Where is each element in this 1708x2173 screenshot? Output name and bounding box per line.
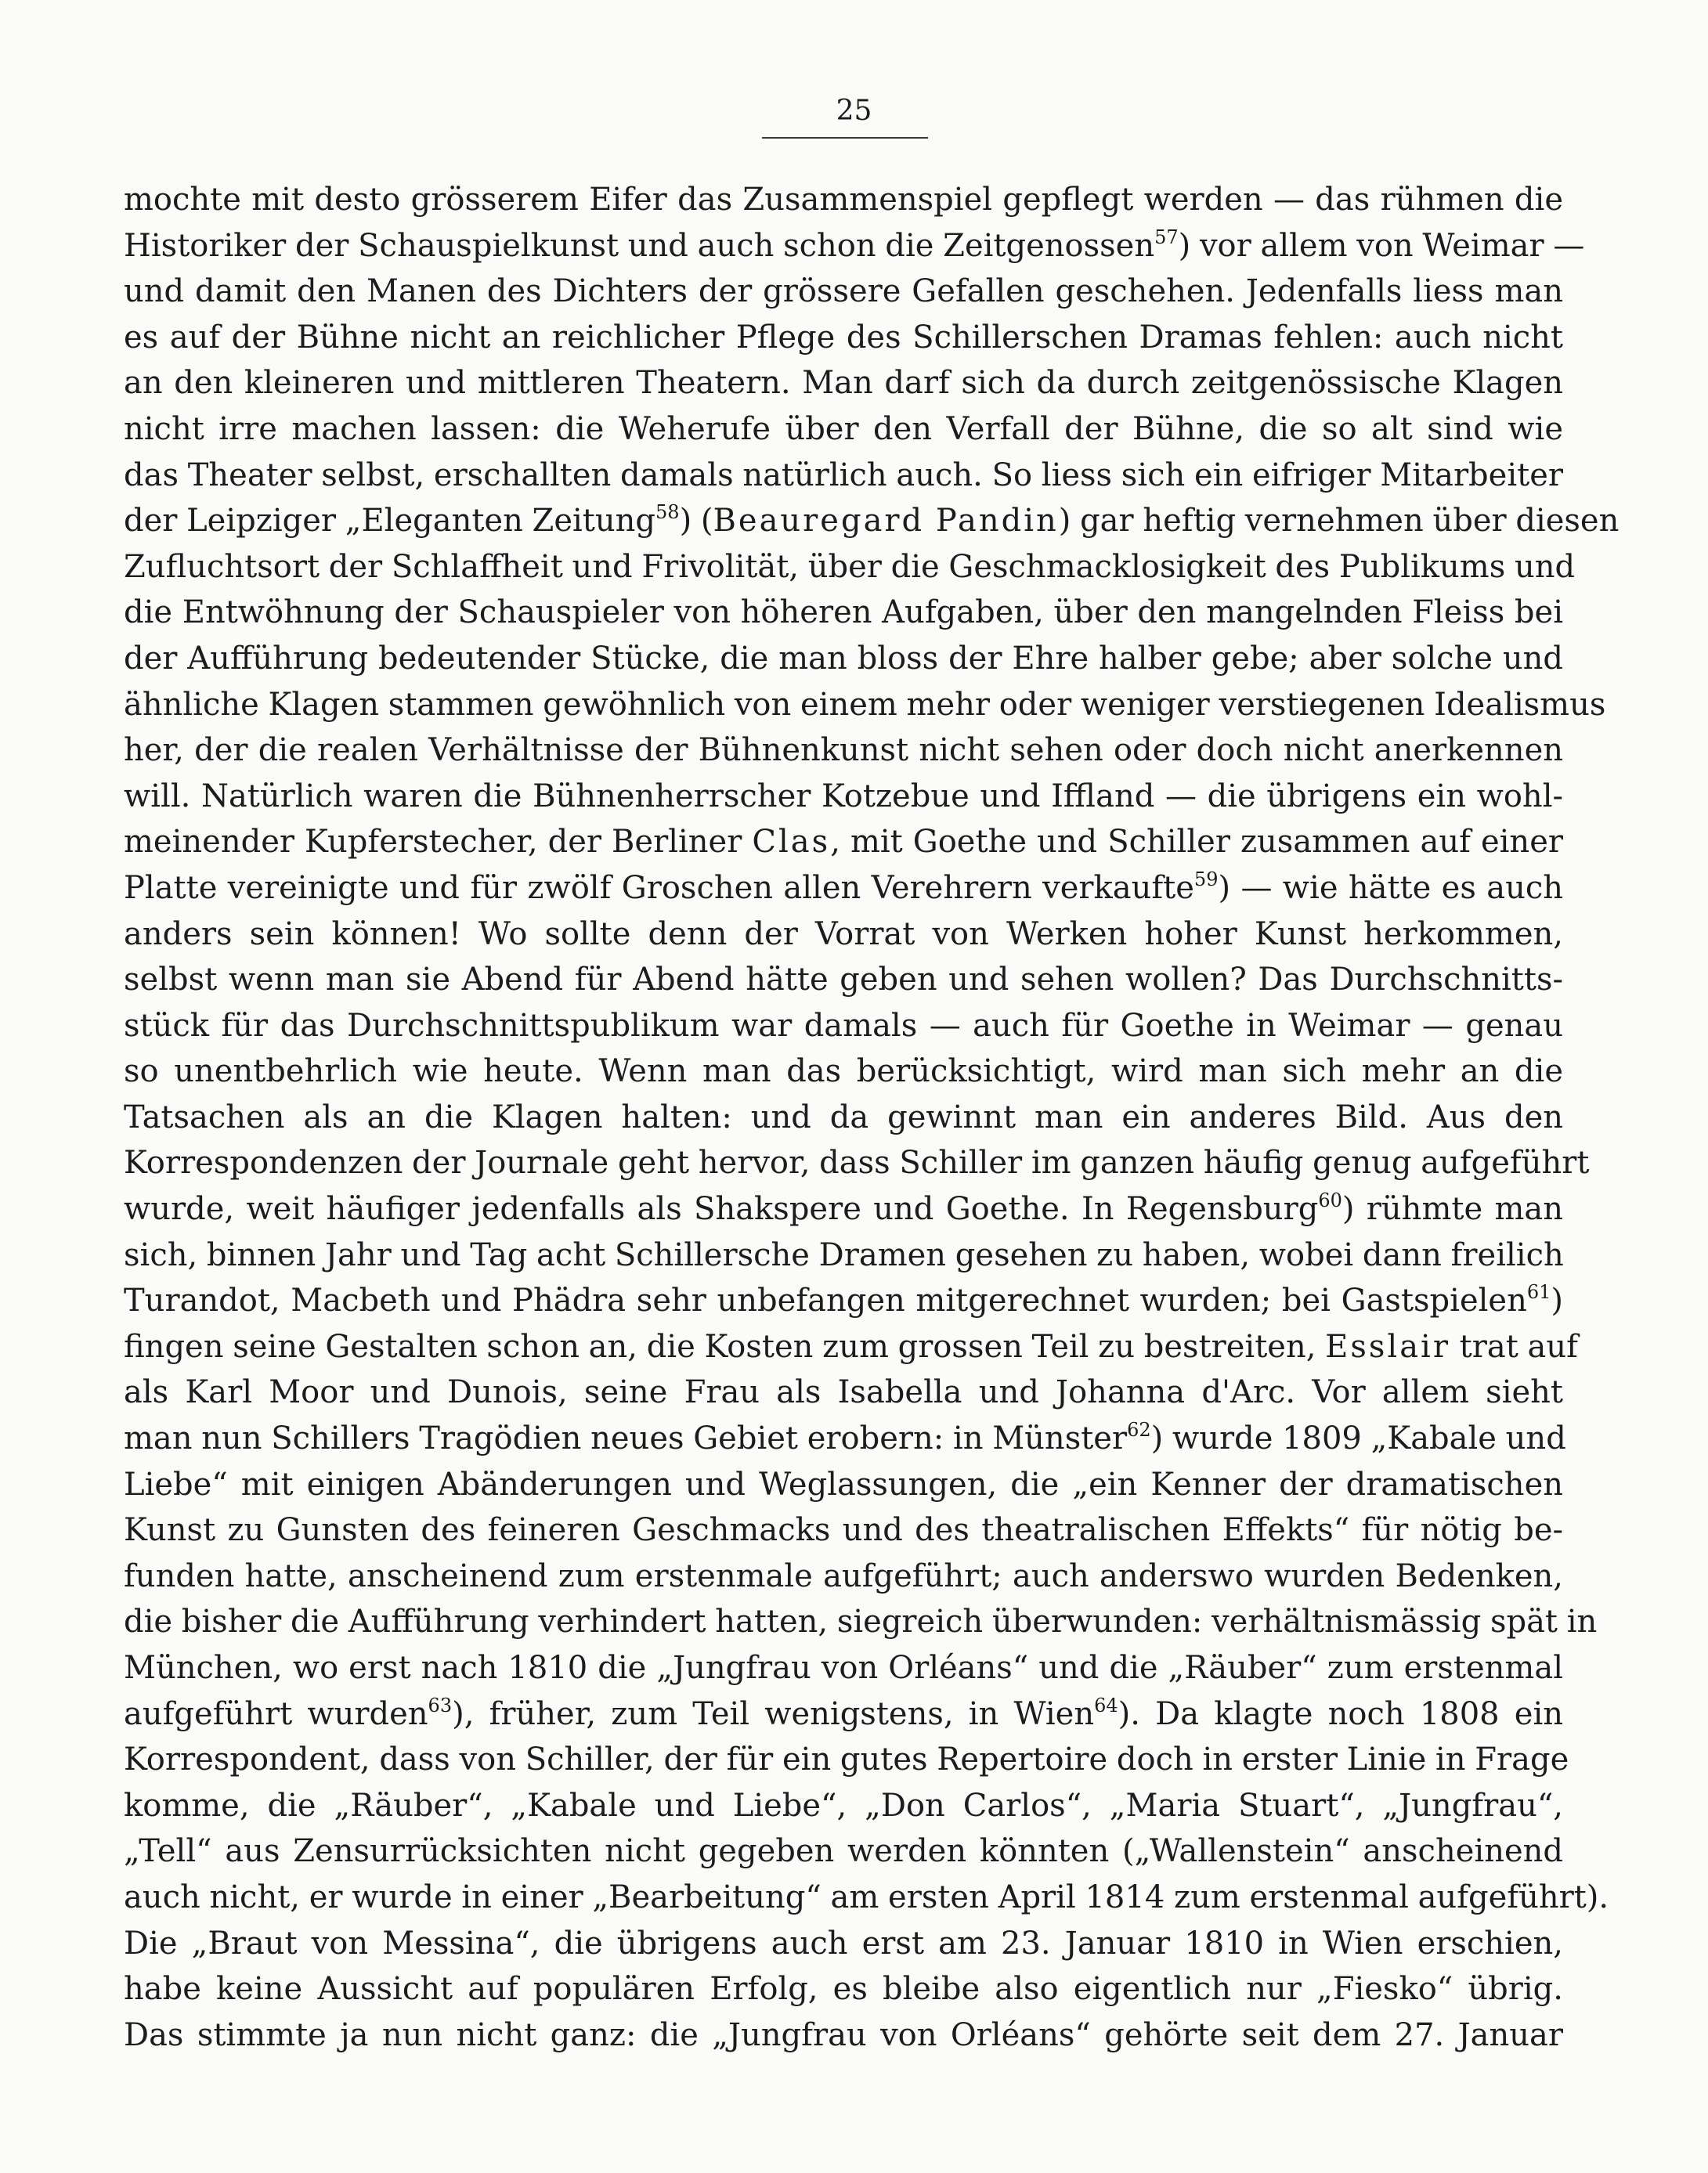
footnote-ref: 57: [1154, 226, 1179, 248]
text-line: will. Natürlich waren die Bühnenherrscher Kotzebue und Iffland — die übrigens ein wohl-: [124, 778, 1563, 814]
text-segment: Historiker der Schauspielkunst und auch schon die Zeitgenossen: [124, 227, 1155, 264]
text-segment: ) — wie hätte es auch: [1218, 869, 1563, 906]
spaced-name: Clas: [752, 824, 831, 861]
text-line: der Aufführung bedeutender Stücke, die man bloss der Ehre halber gebe; aber solche und: [124, 640, 1563, 677]
text-line: und damit den Manen des Dichters der grössere Gefallen geschehen. Jedenfalls liess man: [124, 273, 1563, 310]
text-segment: ) gar heftig vernehmen über diesen: [1058, 503, 1620, 540]
spaced-name: Beauregard Pandin: [713, 503, 1059, 540]
text-line: Tatsachen als an die Klagen halten: und da gewinnt man ein anderes Bild. Aus den: [124, 1099, 1563, 1135]
text-line: her, der die realen Verhältnisse der Bühnenkunst nicht sehen oder doch nicht anerkennen: [124, 732, 1563, 769]
text-line: nicht irre machen lassen: die Weherufe über den Verfall der Bühne, die so alt sind wie: [124, 410, 1563, 447]
text-line: Zufluchtsort der Schlaffheit und Frivolität, über die Geschmacklosigkeit des Publikums und: [124, 548, 1576, 585]
text-line: als Karl Moor und Dunois, seine Frau als Isabella und Johanna d'Arc. Vor allem sieht: [124, 1374, 1563, 1411]
text-line: München, wo erst nach 1810 die „Jungfrau von Orléans“ und die „Räuber“ zum erstenmal: [124, 1650, 1563, 1686]
text-line: stück für das Durchschnittspublikum war damals — auch für Goethe in Weimar — genau: [124, 1007, 1563, 1044]
text-line: [124, 865, 1563, 911]
header-rule: [762, 137, 928, 139]
text-line: [124, 1324, 1578, 1370]
text-segment: , mit Goethe und Schiller zusammen auf einer: [830, 824, 1563, 861]
text-line: [124, 223, 1585, 269]
text-line: das Theater selbst, erschallten damals natürlich auch. So liess sich ein eifriger Mitarbeiter: [124, 457, 1563, 493]
text-segment: fingen seine Gestalten schon an, die Kosten zum grossen Teil zu bestreiten,: [124, 1328, 1316, 1365]
footnote-ref: 58: [655, 501, 680, 524]
text-line: funden hatte, anscheinend zum erstenmale aufgeführt; auch anderswo wurden Bedenken,: [124, 1558, 1563, 1594]
text-segment: man nun Schillers Tragödien neues Gebiet erobern: in Münster: [124, 1420, 1128, 1457]
text-line: so unentbehrlich wie heute. Wenn man das berücksichtigt, wird man sich mehr an die: [124, 1053, 1563, 1090]
text-line: [124, 1691, 1563, 1738]
text-segment: der Leipziger „Eleganten Zeitung: [124, 503, 656, 540]
footnote-ref: 62: [1127, 1419, 1151, 1442]
text-line: [124, 819, 1563, 865]
text-line: ähnliche Klagen stammen gewöhnlich von einem mehr oder weniger verstiegenen Idealismus: [124, 686, 1606, 723]
text-segment: Platte vereinigte und für zwölf Groschen allen Verehrern verkaufte: [124, 869, 1194, 906]
text-line: „Tell“ aus Zensurrücksichten nicht gegeben werden könnten („Wallenstein“ anscheinend: [124, 1833, 1563, 1870]
text-line: anders sein können! Wo sollte denn der Vorrat von Werken hoher Kunst herkommen,: [124, 915, 1563, 952]
text-line: Das stimmte ja nun nicht ganz: die „Jungfrau von Orléans“ gehörte seit dem 27. Januar: [124, 2016, 1563, 2053]
text-line: sich, binnen Jahr und Tag acht Schillersche Dramen gesehen zu haben, wobei dann freilich: [124, 1236, 1564, 1273]
text-line: Kunst zu Gunsten des feineren Geschmacks und des theatralischen Effekts“ für nötig be-: [124, 1512, 1563, 1549]
text-line: an den kleineren und mittleren Theatern. Man darf sich da durch zeitgenössische Klagen: [124, 365, 1563, 402]
text-segment: ) (: [679, 503, 713, 540]
text-line: Korrespondent, dass von Schiller, der für ein gutes Repertoire doch in erster Linie in Frage: [124, 1742, 1569, 1778]
text-line: Liebe“ mit einigen Abänderungen und Weglassungen, die „ein Kenner der dramatischen: [124, 1466, 1563, 1503]
text-line: komme, die „Räuber“, „Kabale und Liebe“, „Don Carlos“, „Maria Stuart“, „Jungfrau“,: [124, 1787, 1563, 1824]
text-segment: wurde, weit häufiger jedenfalls als Shakspere und Goethe. In Regensburg: [124, 1191, 1319, 1228]
text-segment: ) wurde 1809 „Kabale und: [1150, 1420, 1566, 1457]
text-segment: ) vor allem von Weimar —: [1178, 227, 1585, 264]
text-line: [124, 1186, 1563, 1233]
text-segment: trat auf: [1459, 1328, 1578, 1365]
text-segment: aufgeführt wurden: [124, 1695, 428, 1732]
body-text: [124, 177, 1620, 2058]
text-line: es auf der Bühne nicht an reichlicher Pflege des Schillerschen Dramas fehlen: auch nicht: [124, 319, 1563, 356]
footnote-ref: 64: [1094, 1694, 1118, 1716]
text-line: habe keine Aussicht auf populären Erfolg, es bleibe also eigentlich nur „Fiesko“ übrig.: [124, 1971, 1563, 2008]
footnote-ref: 60: [1318, 1189, 1342, 1212]
text-segment: ), früher, zum Teil wenigstens, in Wien: [452, 1695, 1095, 1732]
text-line: selbst wenn man sie Abend für Abend hätte geben und sehen wollen? Das Durchschnitts-: [124, 962, 1563, 998]
text-segment: meinender Kupferstecher, der Berliner: [124, 824, 742, 861]
text-line: auch nicht, er wurde in einer „Bearbeitung“ am ersten April 1814 zum erstenmal aufgeführt).: [124, 1879, 1609, 1915]
text-segment: Turandot, Macbeth und Phädra sehr unbefangen mitgerechnet wurden; bei Gastspielen: [124, 1283, 1527, 1319]
text-line: Die „Braut von Messina“, die übrigens auch erst am 23. Januar 1810 in Wien erschien,: [124, 1925, 1563, 1962]
text-segment: ) rühmte man: [1341, 1191, 1563, 1228]
text-segment: ). Da klagte noch 1808 ein: [1118, 1695, 1564, 1732]
text-line: [124, 1416, 1566, 1462]
text-line: die Entwöhnung der Schauspieler von höheren Aufgaben, über den mangelnden Fleiss bei: [124, 594, 1563, 631]
footnote-ref: 63: [428, 1694, 453, 1716]
footnote-ref: 61: [1526, 1281, 1551, 1304]
page-number: 25: [836, 95, 872, 127]
text-line: Korrespondenzen der Journale geht hervor, dass Schiller im ganzen häufig genug aufgeführt: [124, 1145, 1590, 1182]
text-line: [124, 1278, 1563, 1324]
text-segment: ): [1551, 1283, 1563, 1319]
spaced-name: Esslair: [1325, 1328, 1450, 1365]
text-line: mochte mit desto grösserem Eifer das Zusammenspiel gepflegt werden — das rühmen die: [124, 182, 1563, 218]
text-line: die bisher die Aufführung verhindert hatten, siegreich überwunden: verhältnismässig spät in: [124, 1604, 1598, 1641]
text-line: [124, 498, 1620, 544]
footnote-ref: 59: [1193, 868, 1219, 890]
